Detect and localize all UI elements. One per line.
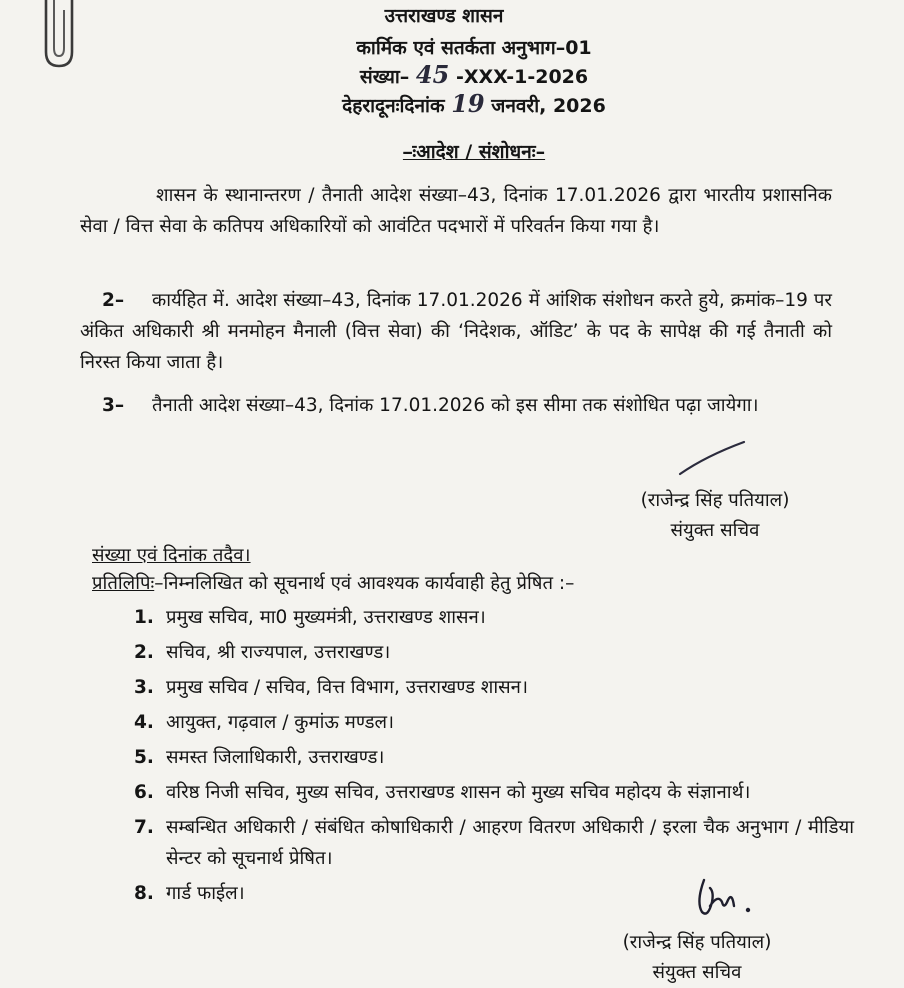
list-item: 5. समस्त जिलाधिकारी, उत्तराखण्ड।: [134, 747, 385, 768]
order-number-prefix: संख्या–: [359, 66, 410, 88]
paragraph-1-text: शासन के स्थानान्तरण / तैनाती आदेश संख्या–43, दिनांक 17.01.2026 द्वारा भारतीय प्रशासनिक सेवा / वित्त सेवा के कतिपय अधिकारियों को आवंटित पदभारों में परिवर्तन किया गया है।: [80, 185, 832, 237]
signatory-2-name: (राजेन्द्र सिंह पतियाल): [622, 932, 772, 953]
paragraph-1: [80, 180, 832, 242]
copy-recipient-list: [134, 602, 854, 913]
list-item: 1. प्रमुख सचिव, मा0 मुख्यमंत्री, उत्तराखण्ड शासन।: [134, 607, 486, 628]
order-date-prefix: देहरादूनःदिनांक: [342, 95, 445, 117]
order-number-suffix: -XXX-1-2026: [455, 66, 589, 88]
copy-label: प्रतिलिपिः: [92, 573, 155, 594]
order-date-suffix: जनवरी, 2026: [491, 95, 606, 117]
signature-stroke-1: [676, 438, 748, 478]
order-date-handwritten: 19: [451, 89, 485, 118]
paragraph-2-number: 2–: [102, 290, 125, 311]
paragraph-2: [80, 285, 832, 378]
paragraph-3: [80, 390, 832, 421]
copy-heading: [92, 568, 872, 599]
paragraph-3-number: 3–: [102, 395, 125, 416]
paragraph-2-text: कार्यहित में. आदेश संख्या–43, दिनांक 17.01.2026 में आंशिक संशोधन करते हुये, क्रमांक–19 पर अंकित अधिकारी श्री मनमोहन मैनाली (वित्त सेवा) की ‘निदेशक, ऑडिट’ के पद के सापेक्ष की गई तैनाती को निरस्त किया जाता है।: [80, 290, 832, 373]
order-number: [22, 60, 904, 89]
reference-line: संख्या एवं दिनांक तदैव।: [92, 545, 251, 566]
list-item: 2. सचिव, श्री राज्यपाल, उत्तराखण्ड।: [134, 642, 391, 663]
order-number-handwritten: 45: [415, 60, 450, 89]
list-item: 3. प्रमुख सचिव / सचिव, वित्त विभाग, उत्तराखण्ड शासन।: [134, 677, 528, 698]
signatory-1-designation: संयुक्त सचिव: [670, 520, 760, 541]
order-date: [22, 89, 904, 118]
copy-intro: –निम्नलिखित को सूचनार्थ एवं आवश्यक कार्यवाही हेतु प्रेषित :–: [154, 573, 575, 594]
paragraph-3-text: तैनाती आदेश संख्या–43, दिनांक 17.01.2026 को इस सीमा तक संशोधित पढ़ा जायेगा।: [152, 395, 759, 416]
order-title: –ःआदेश / संशोधनः–: [402, 141, 546, 163]
signatory-block-2: [592, 928, 802, 988]
list-item: 7. सम्बन्धित अधिकारी / संबंधित कोषाधिकारी / आहरण वितरण अधिकारी / इरला चैक अनुभाग / मीडिया सेन्टर को सूचनार्थ प्रेषित।: [134, 817, 854, 869]
signatory-2-designation: संयुक्त सचिव: [652, 962, 742, 983]
signatory-1-name: (राजेन्द्र सिंह पतियाल): [640, 490, 790, 511]
government-name: उत्तराखण्ड शासन: [384, 5, 504, 27]
list-item: 6. वरिष्ठ निजी सचिव, मुख्य सचिव, उत्तराखण्ड शासन को मुख्य सचिव महोदय के संज्ञानार्थ।: [134, 782, 751, 803]
list-item: 4. आयुक्त, गढ़वाल / कुमांऊ मण्डल।: [134, 712, 395, 733]
list-item: 8. गार्ड फाईल।: [134, 883, 245, 904]
department-section: कार्मिक एवं सतर्कता अनुभाग–01: [356, 37, 592, 59]
signature-initials-icon: [690, 872, 760, 924]
signatory-block-1: [610, 486, 820, 546]
